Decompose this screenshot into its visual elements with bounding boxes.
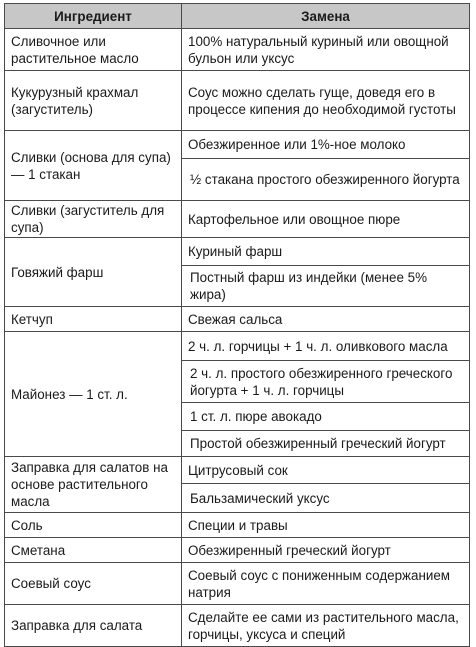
table-row [5,201,470,238]
ingredient-cell: Сметана [5,538,182,563]
header-row [5,4,470,29]
ingredient-cell: Сливки (основа для супа) — 1 стакан [5,131,182,201]
column-header-substitute: Замена [182,4,470,29]
table-row [5,563,470,605]
substitute-cell: 1 ст. л. пюре авокадо [182,403,470,431]
table-row [5,71,470,131]
table-row [5,605,470,647]
substitute-cell: Куриный фарш [182,238,470,266]
table-row [5,332,470,361]
substitute-cell: Обезжиренный греческий йогурт [182,538,470,563]
ingredient-cell: Говяжий фарш [5,238,182,307]
substitute-cell: Картофельное или овощное пюре [182,201,470,238]
ingredient-cell: Сливочное или растительное масло [5,29,182,71]
column-header-ingredient: Ингредиент [5,4,182,29]
ingredient-cell: Заправка для салатов на основе растительного масла [5,457,182,513]
substitute-cell: Свежая сальса [182,307,470,332]
ingredient-cell: Кетчуп [5,307,182,332]
substitute-cell: Бальзамический уксус [182,484,470,513]
substitute-cell: Цитрусовый сок [182,457,470,484]
substitute-cell: 2 ч. л. горчицы + 1 ч. л. оливкового масла [182,332,470,361]
substitute-cell: Простой обезжиренный греческий йогурт [182,431,470,457]
substitute-cell: 100% натуральный куриный или овощной бульон или уксус [182,29,470,71]
substitute-cell: Постный фарш из индейки (менее 5% жира) [182,266,470,307]
ingredient-cell: Майонез — 1 ст. л. [5,332,182,457]
table-row [5,131,470,159]
table-header [5,4,470,29]
ingredient-cell: Кукурузный крахмал (загуститель) [5,71,182,131]
substitute-cell: ½ стакана простого обезжиренного йогурта [182,159,470,201]
ingredient-cell: Заправка для салата [5,605,182,647]
table-row [5,538,470,563]
table-row [5,238,470,266]
substitute-cell: Соевый соус с пониженным содержанием натрия [182,563,470,605]
ingredient-cell: Соевый соус [5,563,182,605]
substitute-cell: Обезжиренное или 1%-ное молоко [182,131,470,159]
table-row [5,29,470,71]
table-body [5,29,470,647]
table-row [5,307,470,332]
ingredient-cell: Соль [5,513,182,538]
substitute-cell: Сделайте ее сами из растительного масла, горчицы, уксуса и специй [182,605,470,647]
table-row [5,513,470,538]
substitute-cell: Соус можно сделать гуще, доведя его в процессе кипения до необходимой густоты [182,71,470,131]
ingredient-cell: Сливки (загуститель для супа) [5,201,182,238]
substitute-cell: 2 ч. л. простого обезжиренного греческого йогурта + 1 ч. л. горчицы [182,361,470,403]
substitute-cell: Специи и травы [182,513,470,538]
table-row [5,457,470,484]
substitution-table [4,3,470,647]
